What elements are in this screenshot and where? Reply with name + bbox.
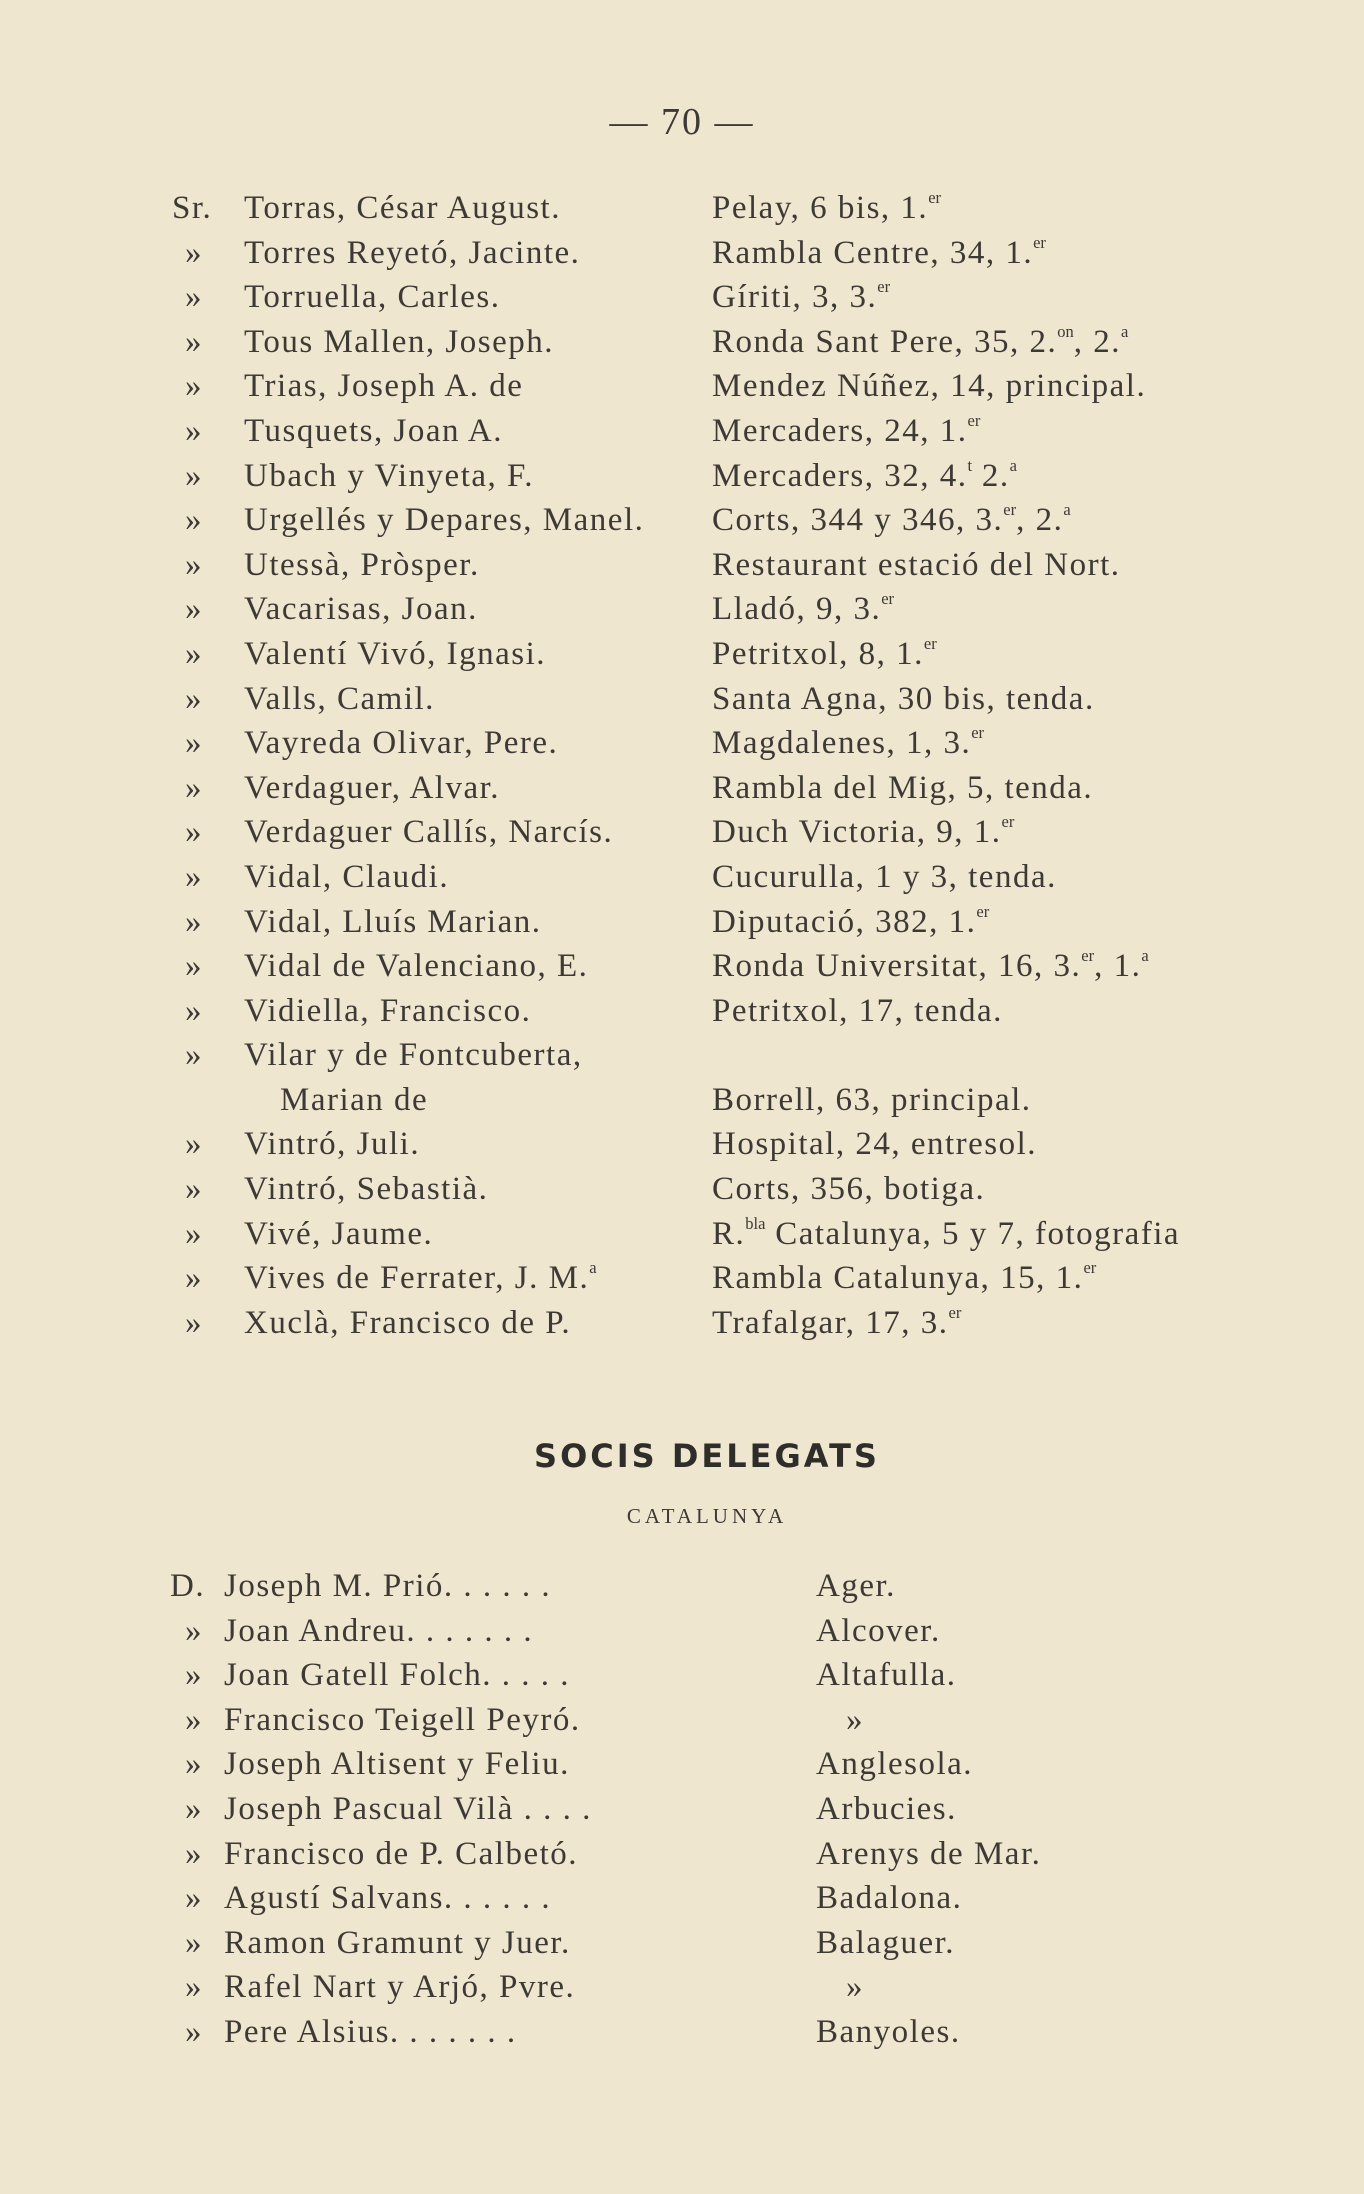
member-name bbox=[244, 190, 561, 227]
member-prefix: » bbox=[185, 412, 203, 449]
member-name-text: Verdaguer, Alvar. bbox=[244, 769, 501, 806]
member-name-text: Vintró, Sebastià. bbox=[244, 1171, 489, 1208]
member-row bbox=[0, 413, 1364, 458]
member-address-text: Mercaders, 32, 4. bbox=[712, 457, 968, 494]
member-prefix: » bbox=[185, 279, 203, 316]
member-address bbox=[712, 681, 1095, 718]
member-address-text: Lladó, 9, 3. bbox=[712, 591, 882, 628]
member-name bbox=[244, 235, 580, 272]
member-name-text: Tous Mallen, Joseph. bbox=[244, 323, 555, 360]
delegate-prefix: » bbox=[185, 1657, 203, 1694]
delegate-name: Joan Andreu. . . . . . . bbox=[224, 1612, 534, 1649]
member-name bbox=[244, 636, 546, 673]
member-address bbox=[712, 1213, 1181, 1253]
member-address bbox=[712, 279, 890, 316]
delegate-row bbox=[0, 1657, 1364, 1702]
member-prefix: » bbox=[185, 1126, 203, 1163]
member-address-text: Hospital, 24, entresol. bbox=[712, 1126, 1038, 1163]
member-row bbox=[0, 368, 1364, 413]
delegate-prefix: » bbox=[185, 1969, 203, 2006]
member-row bbox=[0, 859, 1364, 904]
address-superscript: a bbox=[1120, 321, 1129, 341]
member-address bbox=[712, 993, 1003, 1030]
member-address bbox=[712, 1082, 1032, 1119]
address-superscript: er bbox=[881, 589, 895, 609]
member-name-superscript: a bbox=[589, 1258, 597, 1278]
member-address-text: Diputació, 382, 1. bbox=[712, 903, 977, 940]
member-address-text: Mercaders, 24, 1. bbox=[712, 412, 968, 449]
member-row bbox=[0, 190, 1364, 235]
member-name bbox=[280, 1082, 428, 1119]
delegate-prefix: D. bbox=[170, 1568, 206, 1604]
member-name bbox=[244, 591, 478, 628]
address-superscript: er bbox=[877, 277, 891, 297]
member-name bbox=[244, 1126, 420, 1163]
delegate-name: Francisco de P. Calbetó. bbox=[224, 1835, 579, 1872]
address-superscript: er bbox=[948, 1303, 962, 1322]
address-superscript: er bbox=[967, 411, 981, 431]
member-name-text: Utessà, Pròsper. bbox=[244, 546, 480, 583]
member-prefix: » bbox=[185, 1037, 203, 1074]
member-name bbox=[244, 993, 531, 1030]
page-number: — 70 — bbox=[609, 101, 755, 143]
delegate-list bbox=[0, 1568, 1364, 2059]
member-address-text: Rambla Catalunya, 15, 1. bbox=[712, 1260, 1084, 1297]
member-prefix: » bbox=[185, 1260, 203, 1297]
member-address-text: Borrell, 63, principal. bbox=[712, 1081, 1032, 1118]
member-name-text: Ubach y Vinyeta, F. bbox=[244, 457, 534, 494]
member-address bbox=[712, 321, 1129, 361]
member-name bbox=[244, 279, 501, 316]
delegate-name: Joseph Pascual Vilà . . . . bbox=[224, 1790, 592, 1827]
member-address-text: Petritxol, 17, tenda. bbox=[712, 992, 1003, 1029]
delegate-town: Badalona. bbox=[816, 1880, 963, 1917]
member-address-text: Ronda Sant Pere, 35, 2. bbox=[712, 323, 1058, 360]
member-row bbox=[0, 502, 1364, 547]
address-superscript: er bbox=[1083, 1258, 1097, 1278]
member-name bbox=[244, 547, 480, 584]
member-prefix: » bbox=[185, 323, 203, 360]
member-address bbox=[712, 770, 1093, 807]
address-superscript: a bbox=[1063, 500, 1071, 520]
member-prefix: » bbox=[185, 858, 203, 895]
address-superscript: er bbox=[928, 188, 942, 208]
member-row bbox=[0, 770, 1364, 815]
member-address bbox=[712, 636, 937, 673]
member-name bbox=[244, 368, 523, 405]
address-superscript: er bbox=[976, 901, 990, 921]
member-name-text: Verdaguer Callís, Narcís. bbox=[244, 814, 614, 851]
member-prefix: » bbox=[185, 502, 203, 539]
member-name-text: Vidal, Claudi. bbox=[244, 858, 450, 895]
member-name-text: Vintró, Juli. bbox=[244, 1126, 421, 1163]
member-address bbox=[712, 948, 1149, 985]
member-prefix: » bbox=[185, 948, 203, 985]
member-address-text: Trafalgar, 17, 3. bbox=[712, 1304, 949, 1341]
member-name bbox=[244, 502, 644, 539]
member-row bbox=[0, 1305, 1364, 1350]
member-name-text: Torras, César August. bbox=[244, 190, 561, 226]
member-list bbox=[0, 190, 1364, 1349]
member-name bbox=[244, 1171, 488, 1208]
member-row bbox=[0, 1037, 1364, 1082]
member-row bbox=[0, 455, 1364, 503]
member-row bbox=[0, 1213, 1364, 1261]
member-row bbox=[0, 681, 1364, 726]
member-prefix: » bbox=[185, 769, 203, 806]
member-row bbox=[0, 1260, 1364, 1305]
member-row bbox=[0, 993, 1364, 1038]
member-name-text: Valentí Vivó, Ignasi. bbox=[244, 635, 547, 672]
member-address bbox=[712, 547, 1121, 584]
member-name bbox=[244, 725, 558, 762]
address-superscript: a bbox=[1141, 946, 1149, 966]
delegate-prefix: » bbox=[185, 2013, 203, 2050]
delegate-row bbox=[0, 1568, 1364, 1613]
member-row bbox=[0, 279, 1364, 324]
member-name bbox=[244, 324, 554, 361]
member-address bbox=[712, 859, 1057, 896]
member-row bbox=[0, 1082, 1364, 1127]
member-row bbox=[0, 636, 1364, 681]
member-address-text: , 2. bbox=[1016, 502, 1064, 539]
delegate-name: Joseph M. Prió. . . . . . bbox=[224, 1568, 552, 1604]
address-superscript: er bbox=[1003, 500, 1017, 520]
delegate-row bbox=[0, 1746, 1364, 1791]
member-address bbox=[712, 591, 894, 628]
address-superscript: er bbox=[923, 634, 937, 654]
member-address bbox=[712, 1126, 1037, 1163]
member-row bbox=[0, 725, 1364, 770]
delegate-name: Joseph Altisent y Feliu. bbox=[224, 1746, 570, 1783]
delegate-town: Anglesola. bbox=[816, 1746, 974, 1783]
address-superscript: er bbox=[1081, 946, 1095, 966]
member-prefix: » bbox=[185, 725, 203, 762]
address-superscript: er bbox=[1033, 232, 1046, 252]
member-address-text: Restaurant estació del Nort. bbox=[712, 546, 1121, 583]
member-name bbox=[244, 770, 500, 807]
delegate-row bbox=[0, 1702, 1364, 1747]
delegate-name: Francisco Teigell Peyró. bbox=[224, 1701, 581, 1738]
member-address-text: Ronda Universitat, 16, 3. bbox=[712, 948, 1082, 985]
member-name bbox=[244, 1305, 571, 1342]
member-address-text: Santa Agna, 30 bis, tenda. bbox=[712, 680, 1095, 717]
address-superscript: er bbox=[1001, 812, 1015, 832]
member-name-text: Tusquets, Joan A. bbox=[244, 412, 503, 449]
member-row bbox=[0, 901, 1364, 949]
delegate-town: Alcover. bbox=[816, 1612, 941, 1649]
member-name bbox=[244, 1037, 583, 1074]
member-name-text: Xuclà, Francisco de P. bbox=[244, 1304, 572, 1341]
member-address-text: , 2. bbox=[1073, 323, 1121, 360]
member-name-text: Torruella, Carles. bbox=[244, 279, 501, 316]
member-name-text: Urgellés y Depares, Manel. bbox=[244, 502, 645, 539]
delegate-town: Altafulla. bbox=[816, 1657, 957, 1694]
delegate-town: Ager. bbox=[816, 1568, 896, 1604]
member-address-text: Pelay, 6 bis, 1. bbox=[712, 190, 929, 226]
member-address-text: Rambla Centre, 34, 1. bbox=[712, 234, 1034, 271]
region-title: CATALUNYA bbox=[626, 1504, 788, 1528]
member-prefix: » bbox=[185, 903, 203, 940]
delegate-prefix: » bbox=[185, 1835, 203, 1872]
member-address bbox=[712, 455, 1017, 495]
member-name bbox=[244, 814, 613, 851]
member-address-text: R. bbox=[712, 1215, 746, 1252]
member-name bbox=[244, 458, 534, 495]
member-address bbox=[712, 814, 1014, 851]
member-prefix: » bbox=[185, 368, 203, 405]
delegate-prefix: » bbox=[185, 1924, 203, 1961]
member-address-text: 2. bbox=[972, 457, 1010, 494]
member-name bbox=[244, 1216, 433, 1253]
member-address-text: Catalunya, 5 y 7, fotografia bbox=[765, 1215, 1181, 1252]
member-address bbox=[712, 725, 984, 762]
address-superscript: t bbox=[967, 455, 973, 475]
member-row bbox=[0, 591, 1364, 636]
member-address-text: Gíriti, 3, 3. bbox=[712, 279, 878, 316]
member-name bbox=[244, 681, 435, 718]
member-address-text: Corts, 356, botiga. bbox=[712, 1171, 986, 1208]
member-address bbox=[712, 368, 1146, 405]
delegate-town: Banyoles. bbox=[816, 2013, 961, 2050]
delegate-name: Agustí Salvans. . . . . . bbox=[224, 1880, 552, 1917]
delegate-row bbox=[0, 2014, 1364, 2059]
delegate-name: Joan Gatell Folch. . . . . bbox=[224, 1657, 571, 1694]
member-row bbox=[0, 321, 1364, 369]
delegate-row bbox=[0, 1836, 1364, 1881]
address-superscript: bla bbox=[745, 1213, 766, 1233]
delegate-row bbox=[0, 1969, 1364, 2014]
member-address bbox=[712, 1171, 985, 1208]
member-address-text: Rambla del Mig, 5, tenda. bbox=[712, 769, 1094, 806]
address-superscript: er bbox=[971, 723, 985, 743]
member-prefix: » bbox=[185, 680, 203, 717]
member-row bbox=[0, 814, 1364, 859]
delegate-row bbox=[0, 1880, 1364, 1925]
member-address bbox=[712, 1260, 1096, 1297]
member-address-text: Cucurulla, 1 y 3, tenda. bbox=[712, 858, 1057, 895]
member-address-text: Duch Victoria, 9, 1. bbox=[712, 814, 1002, 851]
member-address bbox=[712, 232, 1046, 272]
member-name-text: Torres Reyetó, Jacinte. bbox=[244, 234, 581, 271]
member-address-text: Magdalenes, 1, 3. bbox=[712, 725, 972, 762]
member-name bbox=[244, 904, 541, 941]
delegate-prefix: » bbox=[185, 1790, 203, 1827]
delegate-town: Arbucies. bbox=[816, 1790, 957, 1827]
member-prefix: » bbox=[185, 1215, 203, 1252]
member-address bbox=[712, 502, 1071, 539]
member-name-text: Vacarisas, Joan. bbox=[244, 591, 478, 628]
delegate-name: Pere Alsius. . . . . . . bbox=[224, 2013, 517, 2050]
member-prefix: » bbox=[185, 591, 203, 628]
member-name bbox=[244, 948, 588, 985]
member-name-text: Trias, Joseph A. de bbox=[244, 368, 524, 405]
member-address-text: Petritxol, 8, 1. bbox=[712, 635, 924, 672]
member-prefix: » bbox=[185, 635, 203, 672]
member-row bbox=[0, 547, 1364, 592]
member-address-text: , 1. bbox=[1094, 948, 1142, 985]
member-address bbox=[712, 413, 980, 450]
delegate-town: » bbox=[846, 1969, 864, 2006]
member-row bbox=[0, 1126, 1364, 1171]
delegate-prefix: » bbox=[185, 1880, 203, 1917]
delegate-town: Balaguer. bbox=[816, 1924, 956, 1961]
member-prefix: » bbox=[185, 546, 203, 583]
member-name-text: Valls, Camil. bbox=[244, 680, 435, 717]
delegate-row bbox=[0, 1791, 1364, 1836]
member-row bbox=[0, 232, 1364, 280]
member-name bbox=[244, 413, 503, 450]
delegate-prefix: » bbox=[185, 1701, 203, 1738]
member-address-text: Mendez Núñez, 14, principal. bbox=[712, 368, 1147, 405]
member-address bbox=[712, 190, 941, 227]
delegate-town: » bbox=[846, 1701, 864, 1738]
member-prefix: Sr. bbox=[172, 190, 213, 226]
member-name bbox=[244, 859, 449, 896]
member-name-text: Marian de bbox=[280, 1081, 429, 1118]
address-superscript: on bbox=[1057, 321, 1074, 341]
member-name-text: Vivé, Jaume. bbox=[244, 1215, 434, 1252]
delegate-town: Arenys de Mar. bbox=[816, 1835, 1042, 1872]
member-prefix: » bbox=[185, 234, 203, 271]
delegate-row bbox=[0, 1613, 1364, 1658]
member-name-text: Vidiella, Francisco. bbox=[244, 992, 532, 1029]
member-name-text: Vidal de Valenciano, E. bbox=[244, 948, 589, 985]
member-name-text: Vayreda Olivar, Pere. bbox=[244, 725, 559, 762]
section-title: SOCIS DELEGATS bbox=[534, 1437, 880, 1475]
member-address bbox=[712, 901, 990, 941]
member-name bbox=[244, 1260, 597, 1297]
member-name-text: Vilar y de Fontcuberta, bbox=[244, 1037, 583, 1074]
delegate-row bbox=[0, 1925, 1364, 1970]
member-prefix: » bbox=[185, 992, 203, 1029]
delegate-prefix: » bbox=[185, 1612, 203, 1649]
delegate-name: Ramon Gramunt y Juer. bbox=[224, 1924, 571, 1961]
member-row bbox=[0, 1171, 1364, 1216]
address-superscript: a bbox=[1009, 455, 1017, 475]
delegate-prefix: » bbox=[185, 1746, 203, 1783]
delegate-name: Rafel Nart y Arjó, Pvre. bbox=[224, 1969, 576, 2006]
member-prefix: » bbox=[185, 1304, 203, 1341]
member-address bbox=[712, 1305, 961, 1342]
member-name-text: Vives de Ferrater, J. M. bbox=[244, 1260, 590, 1297]
member-prefix: » bbox=[185, 814, 203, 851]
member-prefix: » bbox=[185, 1171, 203, 1208]
member-row bbox=[0, 948, 1364, 993]
member-address-text: Corts, 344 y 346, 3. bbox=[712, 502, 1004, 539]
member-name-text: Vidal, Lluís Marian. bbox=[244, 903, 542, 940]
member-prefix: » bbox=[185, 457, 203, 494]
